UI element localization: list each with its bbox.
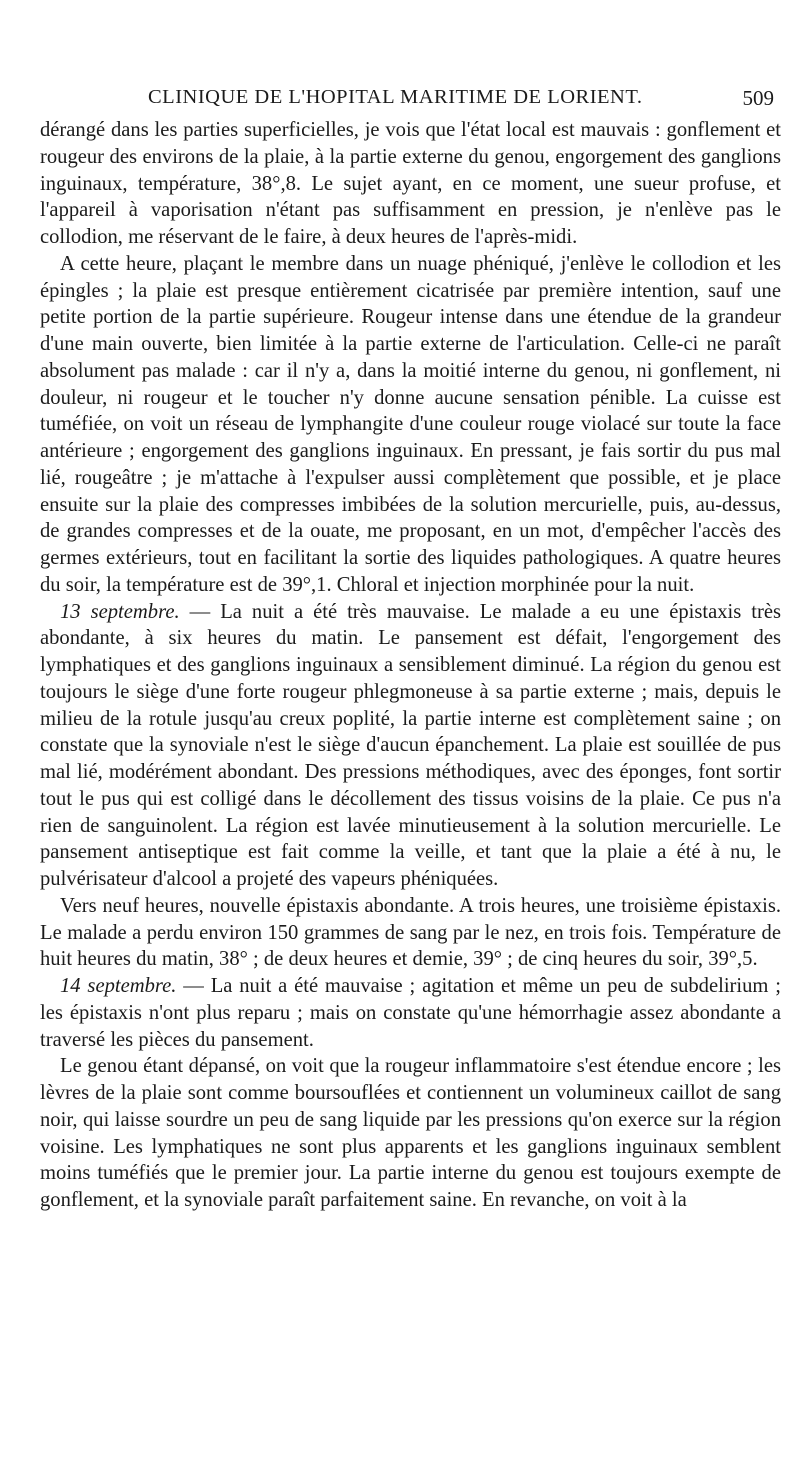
- paragraph-6: Le genou étant dépansé, on voit que la rougeur inflammatoire s'est étendue encore ; les lèvres de la plaie sont comme boursouflées et contiennent un volumineux caillot de sang noir, qui laisse sourdre un peu de sang liquide par les pressions qu'on exerce sur la région voisine. Les lymphatiques ne sont plus apparents et les ganglions inguinaux semblent moins tuméfiés que le premier jour. La partie interne du genou est toujours exempte de gonflement, et la synoviale paraît parfaitement saine. En revanche, on voit à la: [40, 1055, 781, 1211]
- date-heading: 13 septembre.: [60, 600, 180, 623]
- paragraph-2: A cette heure, plaçant le membre dans un nuage phéniqué, j'enlève le collodion et les épingles ; la plaie est presque entièrement cicatrisée par première intention, sauf une petite portion de la partie supérieure. Rougeur intense dans une étendue de la grandeur d'une main ouverte, bien limitée à la partie externe de l'articulation. Celle-ci ne paraît absolument pas malade : car il n'y a, dans la moitié interne du genou, ni gonflement, ni douleur, ni rougeur et le toucher n'y donne aucune sensation pénible. La cuisse est tuméfiée, on voit un réseau de lymphangite d'une couleur rouge violacé sur toute la face antérieure ; engorgement des ganglions inguinaux. En pressant, je fais sortir du pus mal lié, rougeâtre ; je m'attache à l'expulser aussi complètement que possible, et je place ensuite sur la plaie des compresses imbibées de la solution mercurielle, puis, au-dessus, de grandes compresses et de la ouate, me proposant, en un mot, d'empêcher l'accès des germes extérieurs, tout en facilitant la sortie des liquides pathologiques. A quatre heures du soir, la température est de 39°,1. Chloral et injection morphinée pour la nuit.: [40, 252, 781, 596]
- running-title: CLINIQUE DE L'HOPITAL MARITIME DE LORIENT.: [148, 86, 643, 108]
- body-text: [40, 117, 781, 1214]
- paragraph-1: dérangé dans les parties superficielles, je vois que l'état local est mauvais : gonflement et rougeur des environs de la plaie, à la partie externe du genou, engorgement des ganglions inguinaux, température, 38°,8. Le sujet ayant, en ce moment, une sueur profuse, et l'appareil à vaporisation n'étant pas suffisamment en pression, je n'enlève pas le collodion, me réservant de le faire, à deux heures de l'après-midi.: [40, 119, 781, 248]
- date-heading: 14 septembre.: [60, 975, 177, 997]
- paragraph-3: 13 septembre. — La nuit a été très mauvaise. Le malade a eu une épistaxis très abondante, à six heures du matin. Le pansement est défait, l'engorgement des lymphatiques et des ganglions inguinaux a sensiblement diminué. La région du genou est toujours le siège d'une forte rougeur phlegmoneuse à sa partie externe ; mais, depuis le milieu de la rotule jusqu'au creux poplité, la partie interne est complètement saine ; on constate que la synoviale n'est le siège d'aucun épanchement. La plaie est souillée de pus mal lié, modérément abondant. Des pressions méthodiques, avec des éponges, font sortir tout le pus qui est colligé dans le décollement des tissus voisins de la plaie. Ce pus n'a rien de sanguinolent. La région est lavée minutieusement à la solution mercurielle. Le pansement antiseptique est fait comme la veille, et tant que la plaie a été à nu, le pulvérisateur d'alcool a projeté des vapeurs phéniquées.: [40, 600, 781, 890]
- paragraph-4: Vers neuf heures, nouvelle épistaxis abondante. A trois heures, une troisième épistaxis. Le malade a perdu environ 150 grammes de sang par le nez, en trois fois. Température de huit heures du matin, 38° ; de deux heures et demie, 39° ; de cinq heures du soir, 39°,5.: [40, 894, 781, 971]
- paragraph-5: 14 septembre. — La nuit a été mauvaise ; agitation et même un peu de subdelirium ; les épistaxis n'ont plus reparu ; mais on constate qu'une hémorrhagie assez abondante a traversé les pièces du pansement.: [40, 975, 781, 1051]
- running-header: [148, 86, 788, 116]
- page-number: 509: [742, 86, 774, 110]
